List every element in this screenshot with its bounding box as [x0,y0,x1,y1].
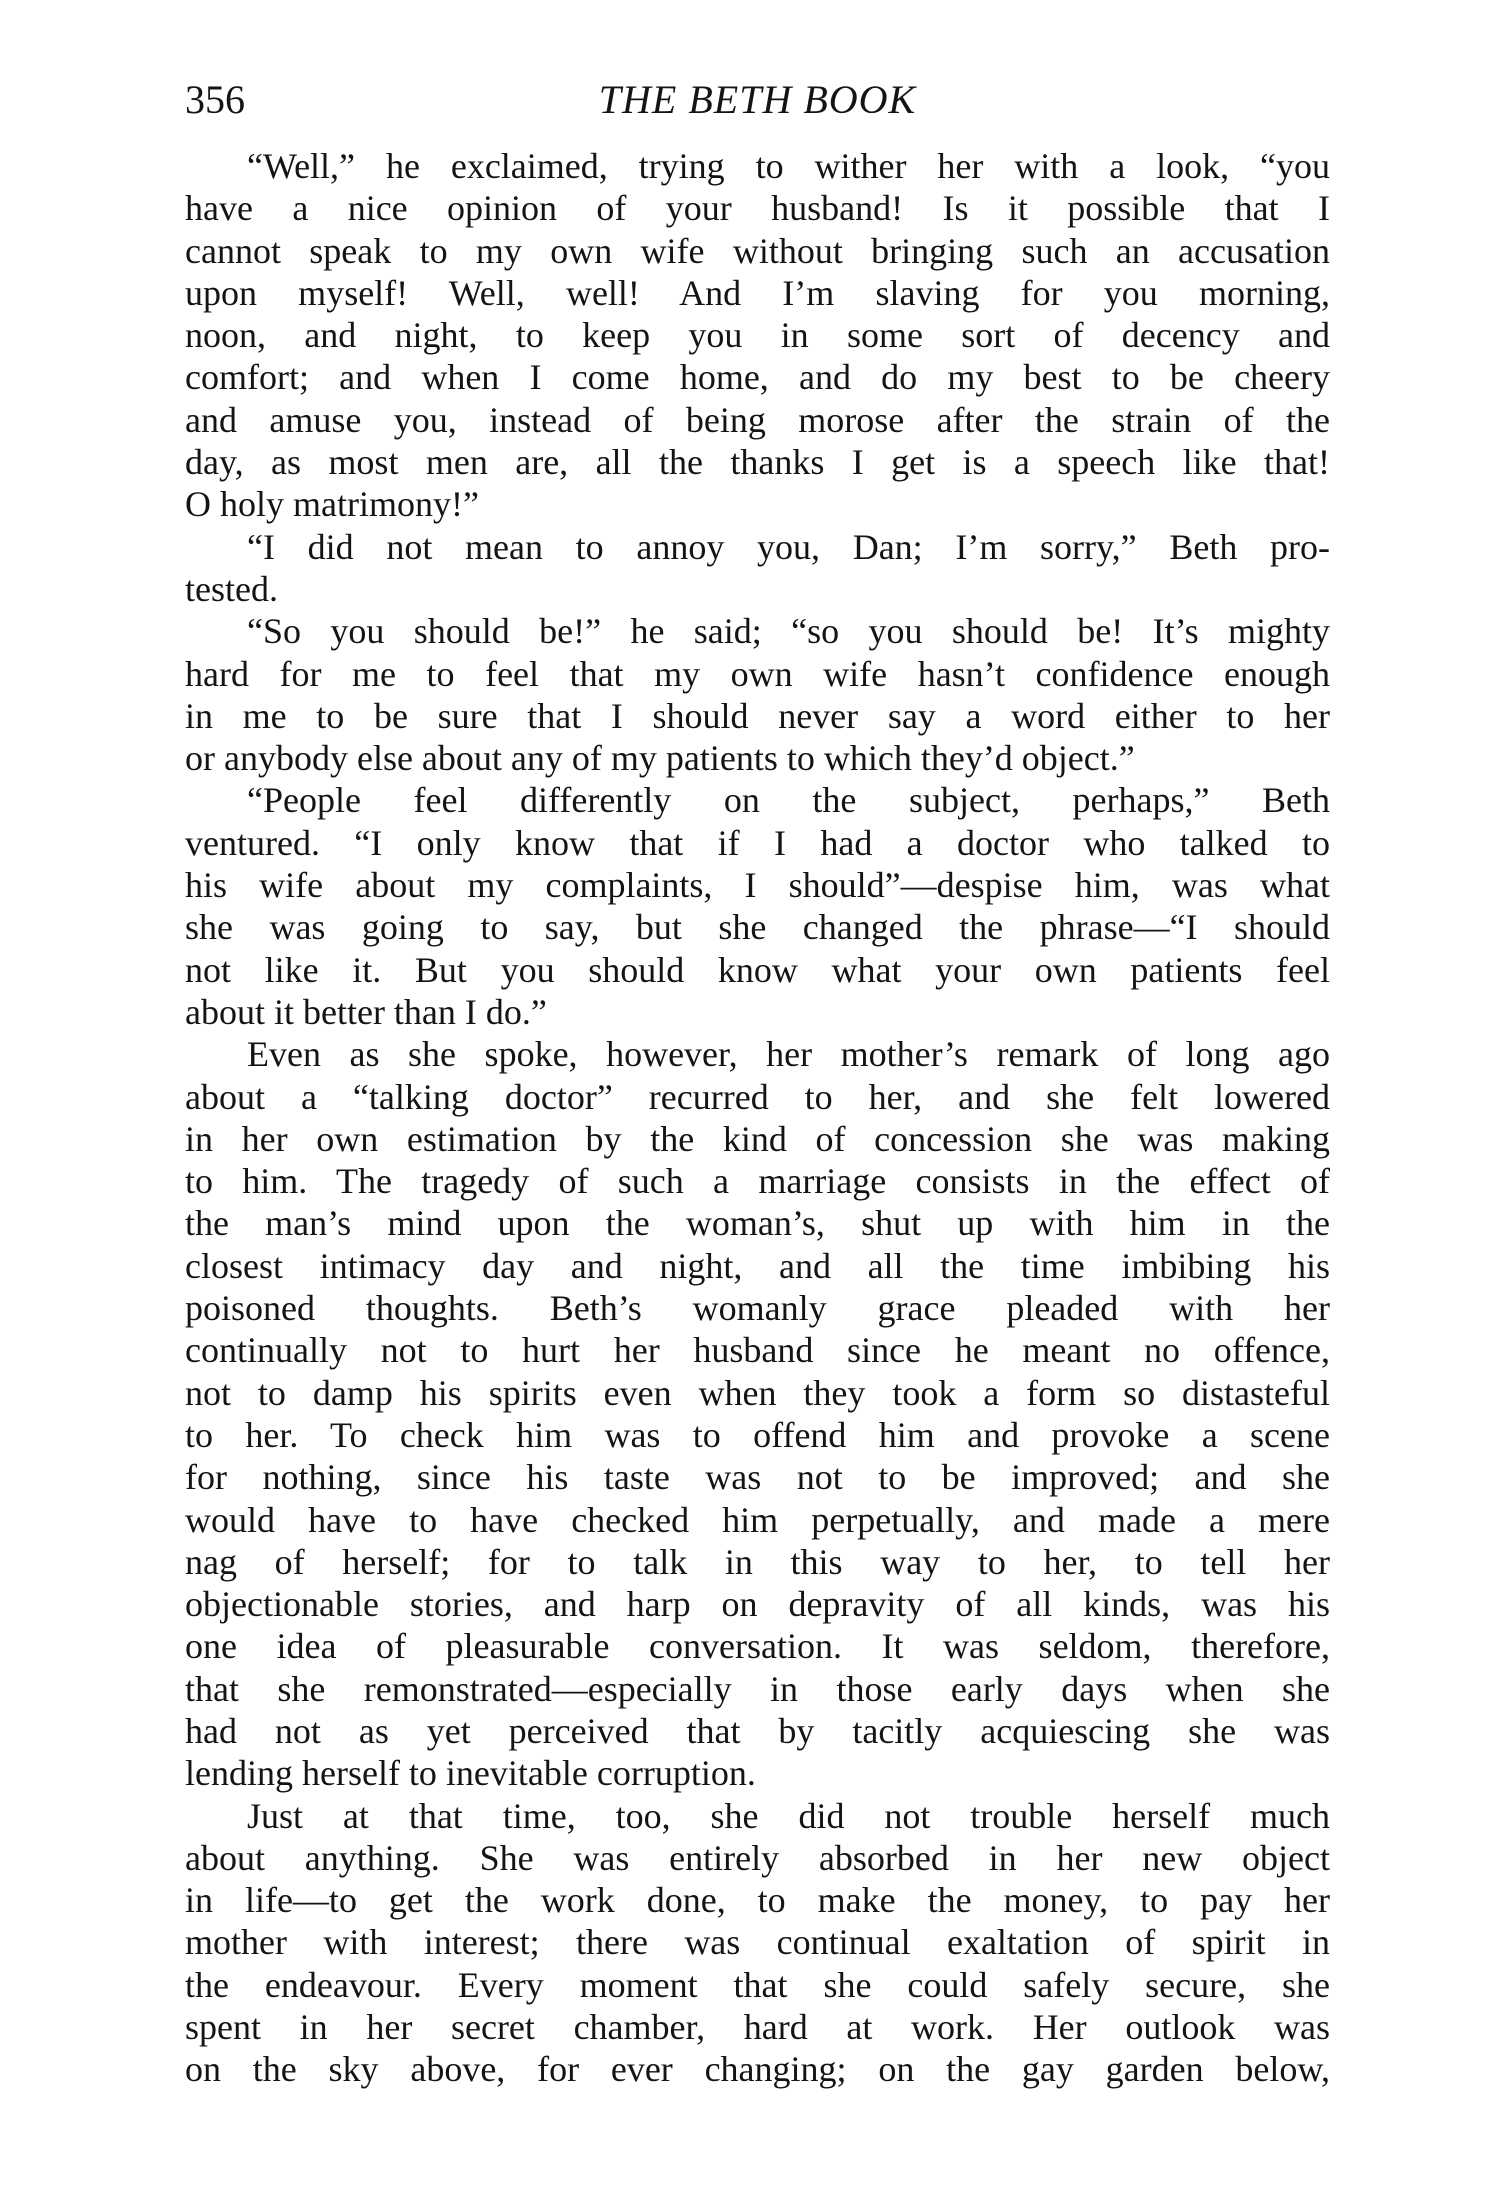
text-line: tested. [185,568,278,609]
text-line: mother with interest; there was continual exaltation of spirit in [185,1922,1330,1963]
text-line: had not as yet perceived that by tacitly acquiescing she was [185,1710,1330,1751]
text-line: for nothing, since his taste was not to be improved; and she [185,1457,1330,1498]
text-line: and amuse you, instead of being morose after the strain of the [185,399,1330,440]
text-line: ventured. “I only know that if I had a doctor who talked to [185,822,1330,863]
text-line: “Well,” he exclaimed, trying to wither her with a look, “you [247,146,1330,186]
text-line: cannot speak to my own wife without bringing such an accusation [185,230,1330,271]
text-line: one idea of pleasurable conversation. It was seldom, therefore, [185,1626,1330,1667]
text-line: about anything. She was entirely absorbed in her new object [185,1837,1330,1878]
text-line: about a “talking doctor” recurred to her, and she felt lowered [185,1076,1330,1117]
text-line: in life—to get the work done, to make the money, to pay her [185,1880,1330,1921]
text-line: that she remonstrated—especially in those early days when she [185,1668,1330,1709]
text-line: Even as she spoke, however, her mother’s remark of long ago [247,1034,1330,1075]
text-line: not to damp his spirits even when they took a form so distasteful [185,1372,1330,1413]
text-line: hard for me to feel that my own wife hasn’t confidence enough [185,653,1330,694]
text-line: about it better than I do.” [185,991,547,1032]
text-line: to him. The tragedy of such a marriage consists in the effect of [185,1161,1330,1202]
text-line: have a nice opinion of your husband! Is it possible that I [185,188,1330,229]
text-line: in me to be sure that I should never say a word either to her [185,695,1330,736]
text-line: O holy matrimony!” [185,484,479,525]
text-line: on the sky above, for ever changing; on the gay garden below, [185,2049,1330,2090]
running-head [185,72,1330,128]
text-line: continually not to hurt her husband since he meant no offence, [185,1330,1330,1371]
text-line: closest intimacy day and night, and all the time imbibing his [185,1245,1330,1286]
text-line: Just at that time, too, she did not trouble herself much [247,1795,1330,1836]
text-line: spent in her secret chamber, hard at work. Her outlook was [185,2007,1330,2048]
text-line: his wife about my complaints, I should”—despise him, was what [185,865,1330,906]
text-line: objectionable stories, and harp on depravity of all kinds, was his [185,1584,1330,1625]
text-line: would have to have checked him perpetually, and made a mere [185,1499,1330,1540]
text-line: in her own estimation by the kind of concession she was making [185,1118,1330,1159]
running-title: THE BETH BOOK [598,77,917,122]
text-line: or anybody else about any of my patients to which they’d object.” [185,738,1135,779]
text-line: nag of herself; for to talk in this way to her, to tell her [185,1541,1330,1582]
text-line: noon, and night, to keep you in some sort of decency and [185,315,1330,356]
text-line: upon myself! Well, well! And I’m slaving for you morning, [185,272,1330,313]
text-line: “People feel differently on the subject, perhaps,” Beth [247,780,1330,821]
body-text [185,145,1330,2091]
text-line: lending herself to inevitable corruption. [185,1753,756,1794]
text-line: “So you should be!” he said; “so you should be! It’s mighty [247,611,1330,652]
text-line: not like it. But you should know what your own patients feel [185,949,1330,990]
text-line: to her. To check him was to offend him and provoke a scene [185,1414,1330,1455]
page-number: 356 [185,77,245,122]
text-line: comfort; and when I come home, and do my best to be cheery [185,357,1330,398]
text-line: the endeavour. Every moment that she could safely secure, she [185,1964,1330,2005]
text-line: the man’s mind upon the woman’s, shut up with him in the [185,1203,1330,1244]
text-line: poisoned thoughts. Beth’s womanly grace pleaded with her [185,1288,1330,1329]
text-line: she was going to say, but she changed the phrase—“I should [185,907,1330,948]
text-line: day, as most men are, all the thanks I get is a speech like that! [185,442,1330,483]
text-line: “I did not mean to annoy you, Dan; I’m sorry,” Beth pro- [247,526,1330,567]
